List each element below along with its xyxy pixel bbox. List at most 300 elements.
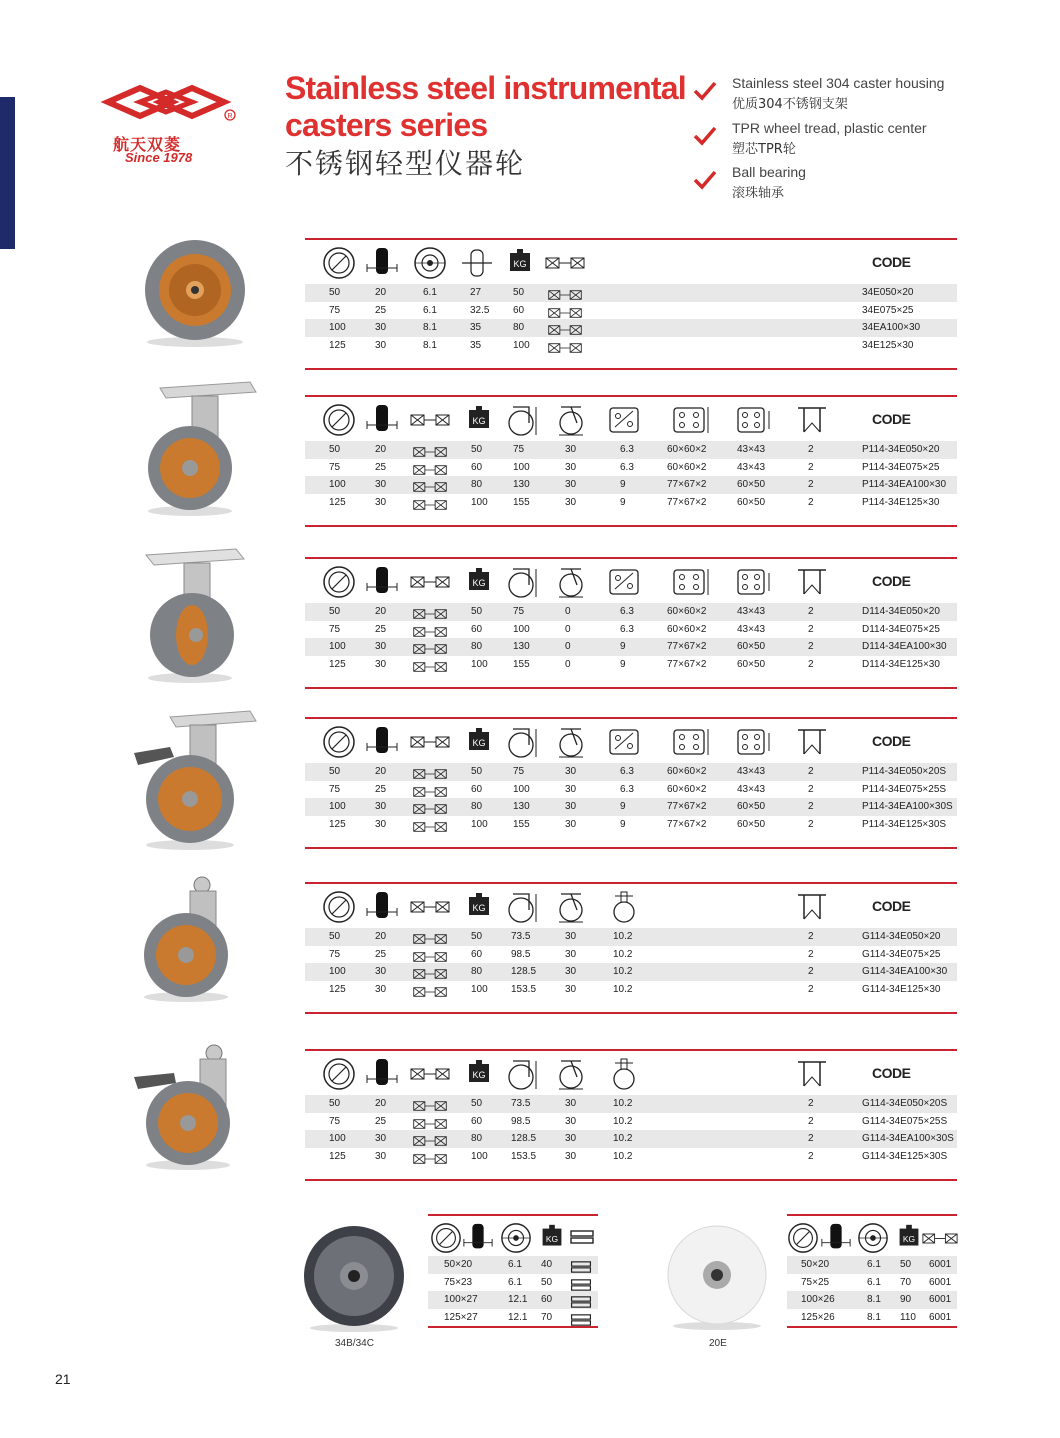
table-cell: 50 (513, 287, 525, 298)
plain-bore-icon (570, 1261, 592, 1273)
swivel-offset-icon (555, 565, 589, 599)
table-cell: 43×43 (737, 461, 766, 473)
table-row (787, 1309, 957, 1327)
table-cell: 20 (375, 287, 387, 298)
table-cell: 75 (329, 1115, 341, 1127)
table-row (305, 603, 957, 621)
bearing-icon (410, 608, 450, 620)
table-row (305, 494, 957, 512)
table-cell: 75 (329, 783, 341, 795)
swivel-radius-icon (607, 725, 641, 759)
table-cell: 100 (513, 783, 530, 795)
bearing-icon (410, 464, 450, 476)
table-cell: 30 (375, 339, 387, 351)
wheel-width-icon (462, 1222, 494, 1254)
load-kg-icon (462, 725, 496, 759)
table-cell: 100 (471, 658, 488, 670)
table-cell: 155 (513, 658, 530, 670)
white-wheel-photo-icon (662, 1222, 772, 1332)
table-row (305, 319, 957, 337)
table-cell: 125 (329, 339, 346, 351)
table-row (305, 656, 957, 674)
brake-caster-photo-icon (130, 707, 260, 852)
load-kg-icon (503, 246, 537, 280)
spec-table-34b (428, 1214, 598, 1328)
plate-thickness-icon (795, 890, 829, 924)
bearing-icon (545, 324, 585, 336)
table-cell: P114-34E050×20S (862, 766, 947, 777)
table-cell: 30 (375, 818, 387, 830)
table-row (305, 816, 957, 834)
table-cell: P114-34EA100×30S (862, 801, 953, 812)
load-kg-icon (462, 403, 496, 437)
table-cell: 20 (375, 1098, 387, 1109)
wheel-width-icon (365, 725, 399, 759)
table-row (305, 1130, 957, 1148)
table-cell: 2 (808, 1115, 814, 1127)
table-cell: 2 (808, 1150, 814, 1162)
table-cell: 77×67×2 (667, 658, 707, 670)
table-cell: 153.5 (511, 983, 537, 995)
table-cell: 30 (565, 801, 577, 812)
table-cell: G114-34E125×30S (862, 1150, 948, 1162)
table-cell: 0 (565, 623, 571, 635)
table-cell: D114-34E050×20 (862, 606, 940, 617)
table-cell: G114-34E050×20 (862, 931, 941, 942)
table-cell: 80 (471, 479, 483, 490)
bearing-icon (410, 951, 450, 963)
table-cell: 128.5 (511, 1133, 537, 1144)
table-cell: 30 (565, 983, 577, 995)
wheel-width-icon (365, 565, 399, 599)
table-cell: 43×43 (737, 766, 766, 777)
table-cell: 30 (565, 496, 577, 508)
wheel-diameter-icon (322, 725, 356, 759)
table-cell: 100 (471, 1150, 488, 1162)
table-cell: 50 (329, 606, 341, 617)
table-row (305, 946, 957, 964)
table-cell: 80 (471, 801, 483, 812)
hole-spacing-icon (735, 565, 775, 599)
bearing-icon (410, 735, 450, 749)
bearing-icon (410, 786, 450, 798)
table-cell: P114-34E125×30S (862, 818, 947, 830)
bearing-icon (922, 1232, 958, 1245)
table-cell: 100 (329, 322, 346, 333)
table-cell: 6.1 (508, 1276, 522, 1288)
wheel-width-icon (365, 1057, 399, 1091)
total-height-icon (505, 890, 539, 924)
table-cell: P114-34E075×25S (862, 783, 947, 795)
total-height-icon (505, 403, 539, 437)
table-cell: 6.1 (867, 1276, 881, 1288)
table-cell: 70 (900, 1276, 912, 1288)
swivel-radius-icon (607, 403, 641, 437)
table-cell: 10.2 (613, 931, 633, 942)
table-cell: 30 (565, 818, 577, 830)
plain-bore-icon (570, 1279, 592, 1291)
table-cell: 2 (808, 966, 814, 977)
table-cell: 75 (329, 461, 341, 473)
table-cell: 77×67×2 (667, 801, 707, 812)
table-cell: 10.2 (613, 1115, 633, 1127)
table-cell: 20 (375, 444, 387, 455)
table-row (428, 1309, 598, 1327)
table-cell: 30 (565, 1133, 577, 1144)
table-cell: 130 (513, 479, 530, 490)
table-row (305, 638, 957, 656)
table-row (305, 284, 957, 302)
table-cell: 2 (808, 496, 814, 508)
table-cell: 100 (471, 818, 488, 830)
bearing-icon (410, 768, 450, 780)
table-cell: 30 (565, 783, 577, 795)
table-cell: 43×43 (737, 444, 766, 455)
bearing-icon (410, 933, 450, 945)
table-row (305, 337, 957, 355)
table-cell: 98.5 (511, 948, 531, 960)
table-cell: 9 (620, 818, 626, 830)
bearing-icon (410, 643, 450, 655)
wheel-width-icon (365, 403, 399, 437)
table-cell: 155 (513, 496, 530, 508)
hole-spacing-icon (735, 403, 775, 437)
table-cell: 60×50 (737, 818, 766, 830)
table-cell: 25 (375, 623, 387, 635)
table-row (787, 1274, 957, 1292)
table-cell: 60×60×2 (667, 783, 707, 795)
bearing-icon (410, 1118, 450, 1130)
stem-bolt-icon (607, 890, 641, 924)
table-cell: 30 (375, 479, 387, 490)
table-cell: 10.2 (613, 1150, 633, 1162)
table-cell: 75 (513, 444, 525, 455)
table-cell: 2 (808, 948, 814, 960)
bearing-icon (410, 968, 450, 980)
bolt-hole-caster-photo-icon (140, 875, 250, 1005)
table-cell: 6001 (929, 1294, 952, 1305)
table-cell: 60 (541, 1294, 553, 1305)
table-cell: 155 (513, 818, 530, 830)
bearing-icon (410, 803, 450, 815)
table-cell: 50 (900, 1259, 912, 1270)
table-row (305, 621, 957, 639)
table-cell: 30 (565, 1115, 577, 1127)
table-cell: 6.1 (423, 287, 437, 298)
wheel-34b-caption: 34B/34C (335, 1338, 374, 1349)
table-cell: 110 (900, 1311, 916, 1323)
table-cell: 40 (541, 1259, 553, 1270)
page-title-en: Stainless steel instrumental casters series (285, 70, 686, 143)
bearing-icon (410, 1153, 450, 1165)
table-cell: 2 (808, 1133, 814, 1144)
table-cell: 9 (620, 801, 626, 812)
hub-bore-icon (500, 1222, 532, 1254)
table-cell: 2 (808, 801, 814, 812)
table-cell: 50 (471, 1098, 483, 1109)
table-cell: 43×43 (737, 623, 766, 635)
table-cell: 10.2 (613, 1133, 633, 1144)
wheel-diameter-icon (430, 1222, 462, 1254)
load-kg-icon (536, 1222, 568, 1254)
table-cell: 30 (375, 983, 387, 995)
bearing-icon (410, 446, 450, 458)
table-cell: 80 (471, 1133, 483, 1144)
bearing-icon (410, 575, 450, 589)
total-height-icon (505, 1057, 539, 1091)
wheel-diameter-icon (322, 890, 356, 924)
table-cell: 60×60×2 (667, 623, 707, 635)
grey-wheel-photo-icon (298, 1222, 410, 1334)
table-cell: 100 (329, 641, 346, 652)
wheel-diameter-icon (322, 1057, 356, 1091)
table-cell: 75 (329, 623, 341, 635)
table-cell: 153.5 (511, 1150, 537, 1162)
table-cell: 30 (375, 496, 387, 508)
wheel-diameter-icon (322, 403, 356, 437)
table-cell: 75 (513, 766, 525, 777)
table-cell: 10.2 (613, 966, 633, 977)
table-cell: 25 (375, 304, 387, 316)
table-cell: 100 (513, 623, 530, 635)
bearing-icon (410, 1135, 450, 1147)
table-cell: 0 (565, 606, 571, 617)
table-cell: 73.5 (511, 931, 531, 942)
spec-table-bolt-hole-brake: CODE 50 20 50 73.5 30 10.2 2 G114-34E050×20S 75 25 60 98.5 30 10.2 2 G114-34E075×25S 100 30 80 128.5 30 10.2 2 G114-34EA100×30S 125 30 100 153.5 30 10.2 2 G114-34E125×30S (305, 1049, 957, 1181)
table-row (787, 1256, 957, 1274)
load-kg-icon (462, 1057, 496, 1091)
wheel-20e-caption: 20E (709, 1338, 727, 1349)
table-cell: 70 (541, 1311, 553, 1323)
table-cell: 125×27 (444, 1311, 478, 1323)
spec-table-bolt-hole: CODE 50 20 50 73.5 30 10.2 2 G114-34E050×20 75 25 60 98.5 30 10.2 2 G114-34E075×25 100 30 80 128.5 30 10.2 2 G114-34EA100×30 125 30 100 153.5 30 10.2 2 G114-34E125×30 (305, 882, 957, 1014)
table-cell: 75×25 (801, 1276, 830, 1288)
spec-table-20e (787, 1214, 957, 1328)
table-cell: 43×43 (737, 783, 766, 795)
table-cell: 125 (329, 983, 346, 995)
table-cell: 100×26 (801, 1294, 835, 1305)
table-cell: 20 (375, 931, 387, 942)
swivel-offset-icon (555, 403, 589, 437)
table-cell: 50 (329, 444, 341, 455)
table-cell: 6001 (929, 1311, 952, 1323)
table-cell: 100 (513, 461, 530, 473)
table-row (305, 476, 957, 494)
table-cell: 60×50 (737, 496, 766, 508)
table-cell: P114-34E050×20 (862, 444, 940, 455)
brand-since: Since 1978 (125, 150, 193, 165)
table-cell: 80 (471, 641, 483, 652)
plate-thickness-icon (795, 725, 829, 759)
plate-thickness-icon (795, 565, 829, 599)
table-cell: 100 (513, 339, 530, 351)
table-cell: 30 (375, 801, 387, 812)
table-cell: 100 (329, 801, 346, 812)
table-cell: 6.3 (620, 623, 634, 635)
table-cell: 128.5 (511, 966, 537, 977)
table-cell: 30 (565, 966, 577, 977)
bearing-icon (545, 342, 585, 354)
table-cell: 10.2 (613, 1098, 633, 1109)
table-cell: 20 (375, 606, 387, 617)
table-cell: 8.1 (423, 339, 437, 351)
table-cell: 50×20 (444, 1259, 473, 1270)
table-cell: 77×67×2 (667, 496, 707, 508)
table-cell: 9 (620, 658, 626, 670)
check-icon (693, 170, 717, 190)
table-cell: 2 (808, 641, 814, 652)
wheel-width-icon (365, 890, 399, 924)
table-cell: 2 (808, 461, 814, 473)
total-height-icon (505, 725, 539, 759)
plate-thickness-icon (795, 1057, 829, 1091)
bearing-icon (545, 289, 585, 301)
table-row (305, 928, 957, 946)
spec-table-wheels: CODE 50 20 6.1 27 50 34E050×20 75 25 6.1 32.5 60 34E075×25 100 30 8.1 35 80 34EA100×30 125 30 8.1 35 100 34E125×30 (305, 238, 957, 370)
table-row (428, 1256, 598, 1274)
table-cell: 2 (808, 444, 814, 455)
table-cell: 60×50 (737, 479, 766, 490)
table-cell: 125 (329, 496, 346, 508)
table-cell: 34E125×30 (862, 339, 914, 351)
table-cell: 60 (471, 1115, 483, 1127)
table-row (428, 1274, 598, 1292)
wheel-photo-icon (135, 238, 255, 350)
table-cell: 30 (375, 1150, 387, 1162)
table-cell: 50 (329, 931, 341, 942)
table-cell: 60 (471, 948, 483, 960)
table-cell: 60 (513, 304, 525, 316)
table-cell: G114-34E075×25 (862, 948, 941, 960)
swivel-offset-icon (555, 890, 589, 924)
table-cell: 25 (375, 1115, 387, 1127)
table-cell: 6.1 (423, 304, 437, 316)
table-cell: 34EA100×30 (862, 322, 921, 333)
table-cell: 35 (470, 322, 482, 333)
bearing-icon (410, 1067, 450, 1081)
wheel-diameter-icon (322, 565, 356, 599)
table-row (305, 781, 957, 799)
table-cell: 50 (329, 1098, 341, 1109)
table-cell: 30 (565, 931, 577, 942)
side-color-strip (0, 97, 15, 249)
table-cell: 75 (513, 606, 525, 617)
table-cell: 50 (471, 606, 483, 617)
spec-table-swivel: CODE 50 20 50 75 30 6.3 60×60×2 43×43 2 P114-34E050×20 75 25 60 100 30 6.3 60×60×2 43×43 2 P114-34E075×25 100 30 80 130 30 9 77×67×2 60×50 2 P114-34EA100×30 125 30 100 155 30 9 77×67×2 60×50 2 P114-34E125×30 (305, 395, 957, 527)
table-cell: 10.2 (613, 983, 633, 995)
table-row (305, 763, 957, 781)
hub-bore-icon (413, 246, 447, 280)
table-cell: 125 (329, 818, 346, 830)
table-cell: 0 (565, 658, 571, 670)
table-cell: 50 (471, 766, 483, 777)
table-cell: D114-34EA100×30 (862, 641, 947, 652)
table-cell: 2 (808, 983, 814, 995)
table-cell: 77×67×2 (667, 641, 707, 652)
table-cell: 60×60×2 (667, 444, 707, 455)
load-kg-icon (893, 1222, 925, 1254)
table-cell: 20 (375, 766, 387, 777)
table-cell: 60×50 (737, 658, 766, 670)
wheel-diameter-icon (787, 1222, 819, 1254)
table-cell: 77×67×2 (667, 818, 707, 830)
plain-bore-icon (570, 1296, 592, 1308)
table-cell: 8.1 (423, 322, 437, 333)
table-cell: 6.3 (620, 444, 634, 455)
bearing-icon (410, 1100, 450, 1112)
stem-bolt-icon (607, 1057, 641, 1091)
plate-thickness-icon (795, 403, 829, 437)
load-kg-icon (462, 565, 496, 599)
table-cell: 25 (375, 461, 387, 473)
table-cell: 32.5 (470, 304, 490, 316)
hole-spacing-icon (735, 725, 775, 759)
table-cell: G114-34EA100×30S (862, 1133, 954, 1144)
table-cell: 30 (565, 948, 577, 960)
total-height-icon (505, 565, 539, 599)
table-row (305, 302, 957, 320)
table-cell: 27 (470, 287, 482, 298)
table-cell: 90 (900, 1294, 912, 1305)
bearing-icon (410, 661, 450, 673)
brand-name-cn: 航天双菱 (113, 135, 182, 154)
table-cell: 6001 (929, 1276, 952, 1288)
table-cell: 73.5 (511, 1098, 531, 1109)
table-row (305, 798, 957, 816)
table-cell: 30 (375, 1133, 387, 1144)
table-cell: 75×23 (444, 1276, 473, 1288)
table-cell: 50 (541, 1276, 553, 1288)
table-cell: D114-34E125×30 (862, 658, 940, 670)
table-cell: 2 (808, 658, 814, 670)
table-cell: 100 (471, 983, 488, 995)
plate-size-icon (671, 403, 711, 437)
table-cell: 50 (471, 931, 483, 942)
table-cell: 77×67×2 (667, 479, 707, 490)
table-cell: 2 (808, 606, 814, 617)
table-cell: 80 (513, 322, 525, 333)
spec-table-rigid: CODE 50 20 50 75 0 6.3 60×60×2 43×43 2 D114-34E050×20 75 25 60 100 0 6.3 60×60×2 43×43 2 D114-34E075×25 100 30 80 130 0 9 77×67×2 60×50 2 D114-34EA100×30 125 30 100 155 0 9 77×67×2 60×50 2 D114-34E125×30 (305, 557, 957, 689)
check-icon (693, 126, 717, 146)
plain-bore-icon (570, 1230, 594, 1244)
spec-table-brake: CODE 50 20 50 75 30 6.3 60×60×2 43×43 2 P114-34E050×20S 75 25 60 100 30 6.3 60×60×2 43×43 2 P114-34E075×25S 100 30 80 130 30 9 77×67×2 60×50 2 P114-34EA100×30S 125 30 100 155 30 9 77×67×2 60×50 2 P114-34E125×30S (305, 717, 957, 849)
table-cell: 98.5 (511, 1115, 531, 1127)
table-cell: 9 (620, 479, 626, 490)
table-cell: P114-34EA100×30 (862, 479, 947, 490)
table-cell: 100 (329, 966, 346, 977)
table-row (787, 1291, 957, 1309)
table-cell: 60 (471, 623, 483, 635)
table-cell: 130 (513, 801, 530, 812)
page-number: 21 (55, 1371, 71, 1387)
table-cell: 2 (808, 766, 814, 777)
table-cell: 30 (375, 966, 387, 977)
table-cell: 25 (375, 948, 387, 960)
bearing-icon (410, 499, 450, 511)
table-cell: G114-34E050×20S (862, 1098, 948, 1109)
bearing-icon (410, 626, 450, 638)
table-cell: G114-34EA100×30 (862, 966, 948, 977)
table-row (428, 1291, 598, 1309)
table-cell: 34E075×25 (862, 304, 914, 316)
table-cell: 60×50 (737, 641, 766, 652)
page-title-cn: 不锈钢轻型仪器轮 (285, 147, 526, 180)
table-cell: 75 (329, 948, 341, 960)
table-cell: 2 (808, 783, 814, 795)
table-cell: 100 (329, 1133, 346, 1144)
table-cell: 125×26 (801, 1311, 835, 1323)
bearing-icon (410, 900, 450, 914)
